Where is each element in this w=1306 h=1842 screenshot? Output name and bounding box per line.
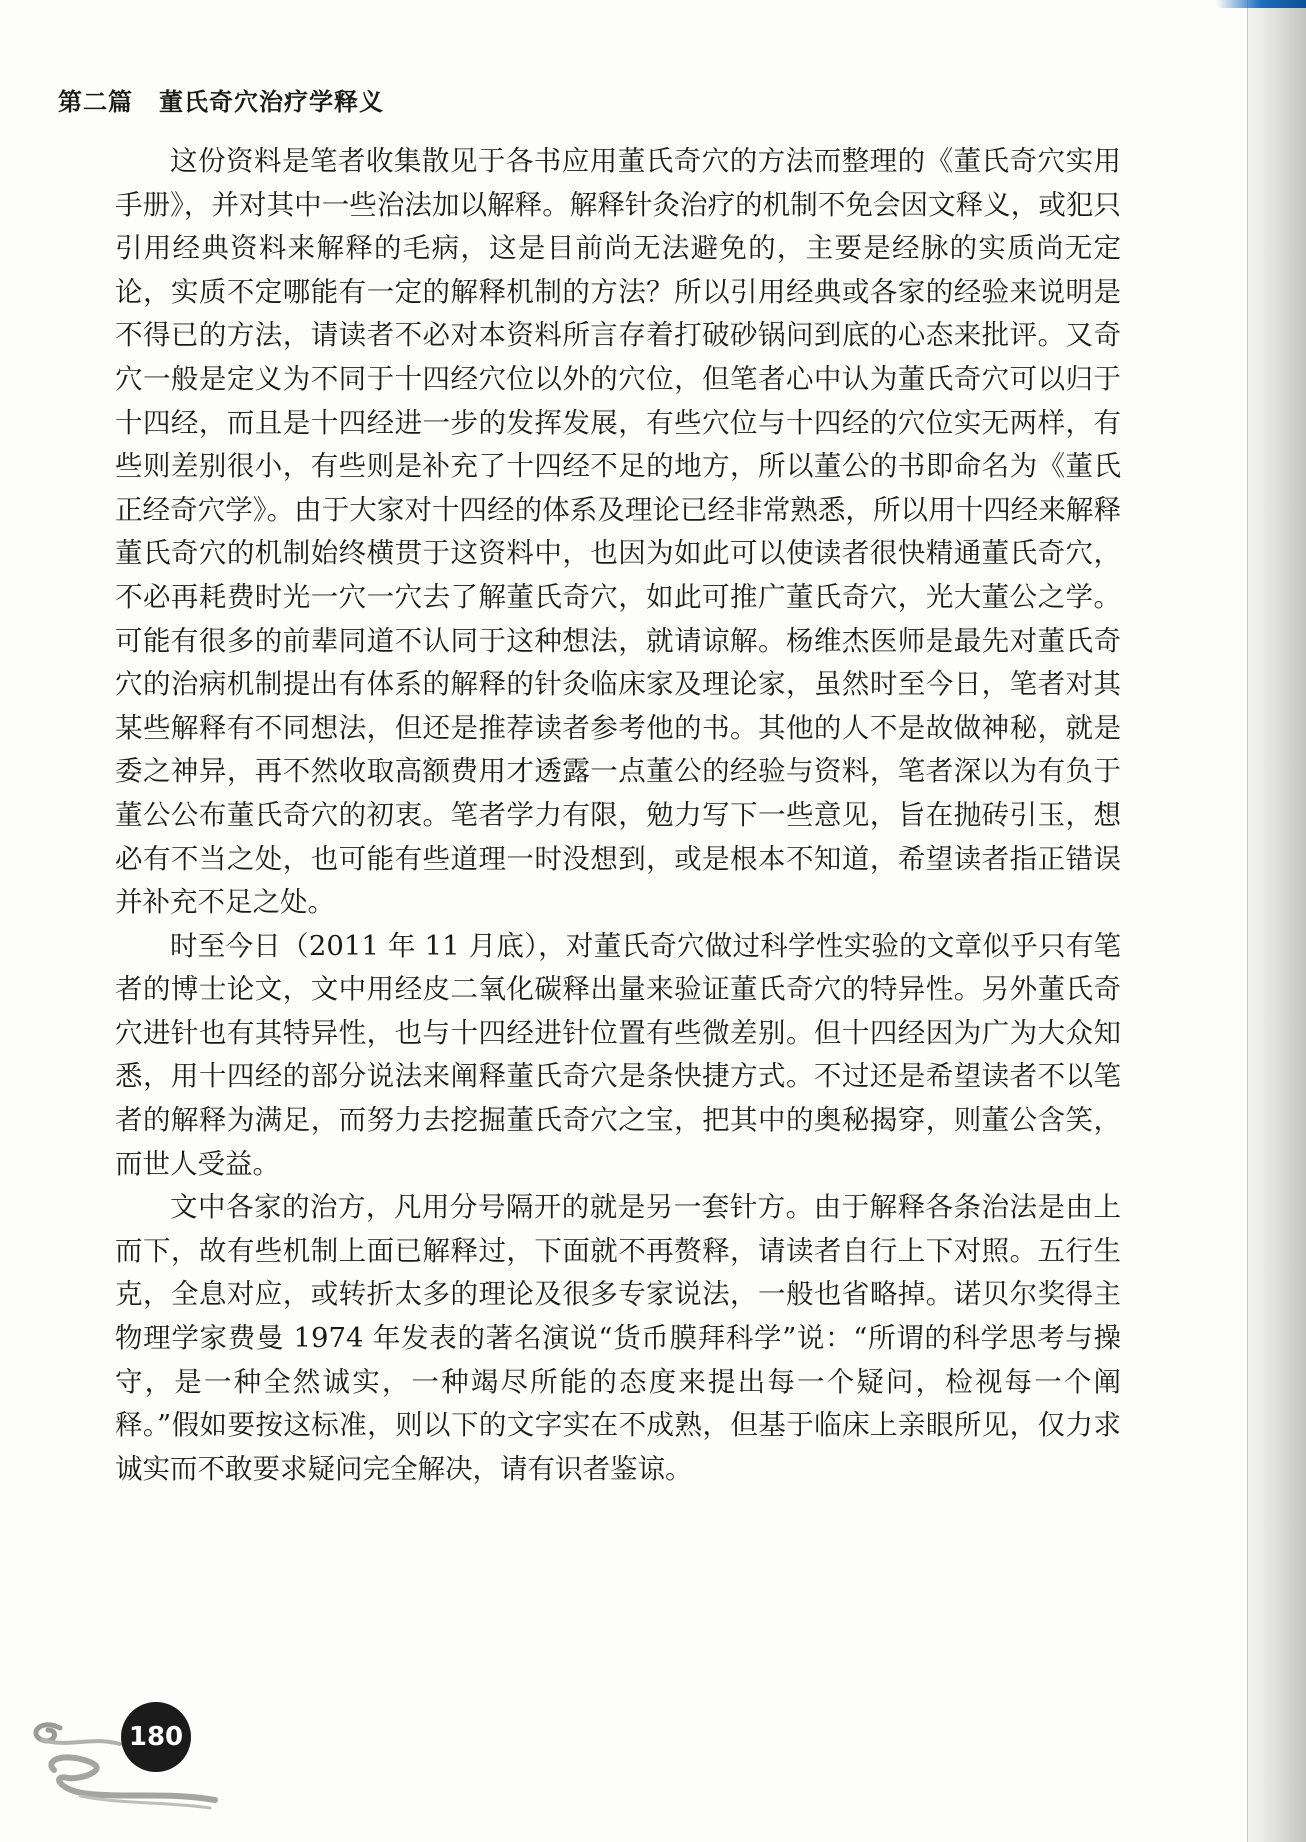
part-label: 第二篇 <box>58 88 133 116</box>
corner-accent <box>1216 0 1306 8</box>
paragraph: 时至今日（2011 年 11 月底），对董氏奇穴做过科学性实验的文章似乎只有笔者的博士论文，文中用经皮二氧化碳释出量来验证董氏奇穴的特异性。另外董氏奇穴进针也有其特异性，也与十四经进针位置有些微差别。但十四经因为广为大众知悉，用十四经的部分说法来阐释董氏奇穴是条快捷方式。不过还是希望读者不以笔者的解释为满足，而努力去挖掘董氏奇穴之宝，把其中的奥秘揭穿，则董公含笑，而世人受益。 <box>115 929 1121 1180</box>
paragraph: 这份资料是笔者收集散见于各书应用董氏奇穴的方法而整理的《董氏奇穴实用手册》，并对其中一些治法加以解释。解释针灸治疗的机制不免会因文释义，或犯只引用经典资料来解释的毛病，这是目前尚无法避免的，主要是经脉的实质尚无定论，实质不定哪能有一定的解释机制的方法？所以引用经典或各家的经验来说明是不得已的方法，请读者不必对本资料所言存着打破砂锅问到底的心态来批评。又奇穴一般是定义为不同于十四经穴位以外的穴位，但笔者心中认为董氏奇穴可以归于十四经，而且是十四经进一步的发挥发展，有些穴位与十四经的穴位实无两样，有些则差别很小，有些则是补充了十四经不足的地方，所以董公的书即命名为《董氏正经奇穴学》。由于大家对十四经的体系及理论已经非常熟悉，所以用十四经来解释董氏奇穴的机制始终横贯于这资料中，也因为如此可以使读者很快精通董氏奇穴，不必再耗费时光一穴一穴去了解董氏奇穴，如此可推广董氏奇穴，光大董公之学。可能有很多的前辈同道不认同于这种想法，就请谅解。杨维杰医师是最先对董氏奇穴的治病机制提出有体系的解释的针灸临床家及理论家，虽然时至今日，笔者对其某些解释有不同想法，但还是推荐读者参考他的书。其他的人不是故做神秘，就是委之神异，再不然收取高额费用才透露一点董公的经验与资料，笔者深以为有负于董公公布董氏奇穴的初衷。笔者学力有限，勉力写下一些意见，旨在抛砖引玉，想必有不当之处，也可能有些道理一时没想到，或是根本不知道，希望读者指正错误并补充不足之处。 <box>115 145 1121 919</box>
running-header <box>58 82 384 117</box>
page-spine-edge <box>1247 0 1306 1842</box>
body-text <box>115 140 1121 1491</box>
paragraph: 文中各家的治方，凡用分号隔开的就是另一套针方。由于解释各条治法是由上而下，故有些机制上面已解释过，下面就不再赘释，请读者自行上下对照。五行生克，全息对应，或转折太多的理论及很多专家说法，一般也省略掉。诺贝尔奖得主物理学家费曼 1974 年发表的著名演说“货币膜拜科学”说：“所谓的科学思考与操守，是一种全然诚实，一种竭尽所能的态度来提出每一个疑问，检视每一个阐释。”假如要按这标准，则以下的文字实在不成熟，但基于临床上亲眼所见，仅力求诚实而不敢要求疑问完全解决，请有识者鉴谅。 <box>115 1191 1121 1485</box>
part-title: 董氏奇穴治疗学释义 <box>159 88 384 116</box>
page-number: 180 <box>121 1702 191 1772</box>
